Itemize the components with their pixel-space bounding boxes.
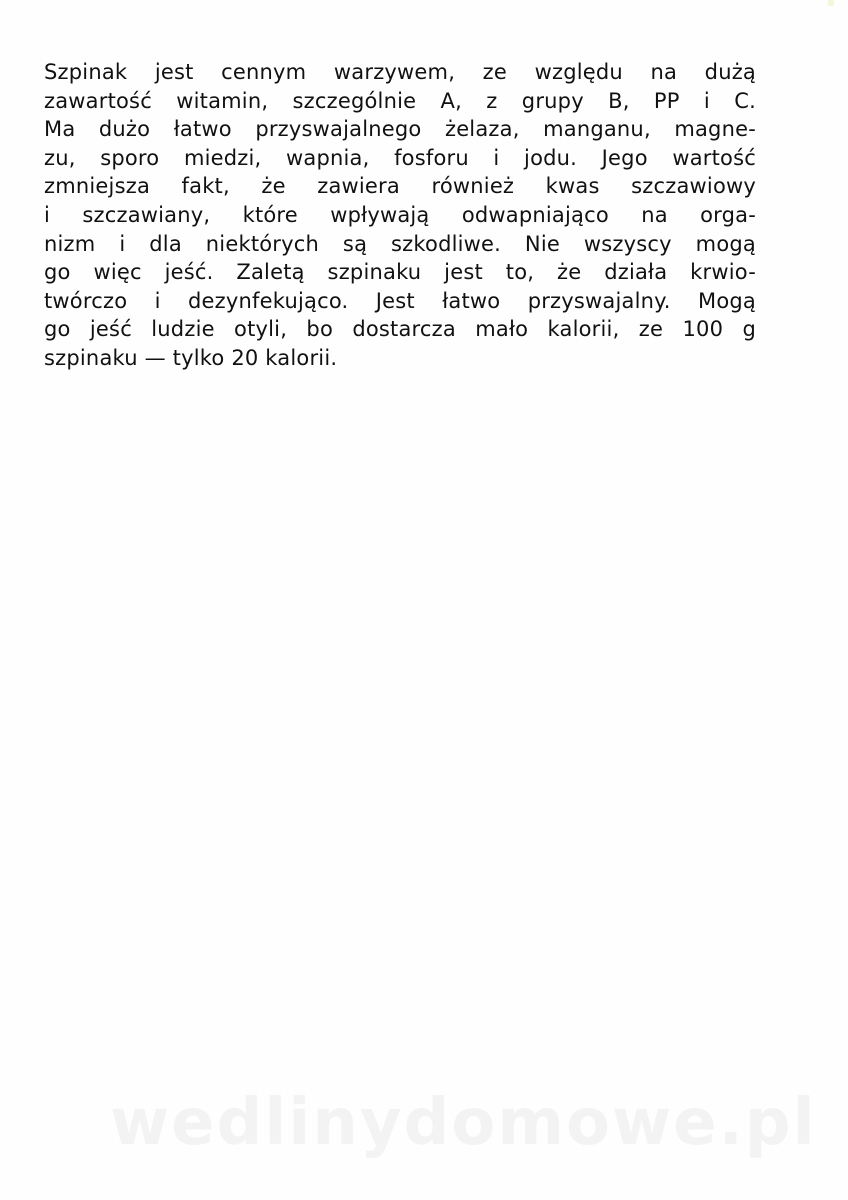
- paragraph: [44, 58, 764, 373]
- paragraph-line: i szczawiany, które wpływają odwapniająco na orga-: [44, 202, 756, 227]
- corner-mark: [828, 0, 834, 6]
- paragraph-line: szpinaku — tylko 20 kalorii.: [44, 345, 338, 370]
- paragraph-line: nizm i dla niektórych są szkodliwe. Nie wszyscy mogą: [44, 231, 756, 256]
- paragraph-line: zu, sporo miedzi, wapnia, fosforu i jodu. Jego wartość: [44, 145, 756, 170]
- paragraph-line: go jeść ludzie otyli, bo dostarcza mało kalorii, ze 100 g: [44, 317, 756, 342]
- paragraph-line: go więc jeść. Zaletą szpinaku jest to, że działa krwio-: [44, 260, 756, 285]
- paragraph-line: zmniejsza fakt, że zawiera również kwas szczawiowy: [44, 174, 756, 199]
- watermark: wedlinydomowe.pl: [110, 1086, 817, 1160]
- paragraph-line: twórczo i dezynfekująco. Jest łatwo przyswajalny. Mogą: [44, 288, 756, 313]
- paragraph-line: Ma dużo łatwo przyswajalnego żelaza, manganu, magne-: [44, 117, 756, 142]
- paragraph-line: zawartość witamin, szczególnie A, z grupy B, PP i C.: [44, 88, 756, 113]
- paragraph-line: Szpinak jest cennym warzywem, ze względu na dużą: [44, 60, 756, 84]
